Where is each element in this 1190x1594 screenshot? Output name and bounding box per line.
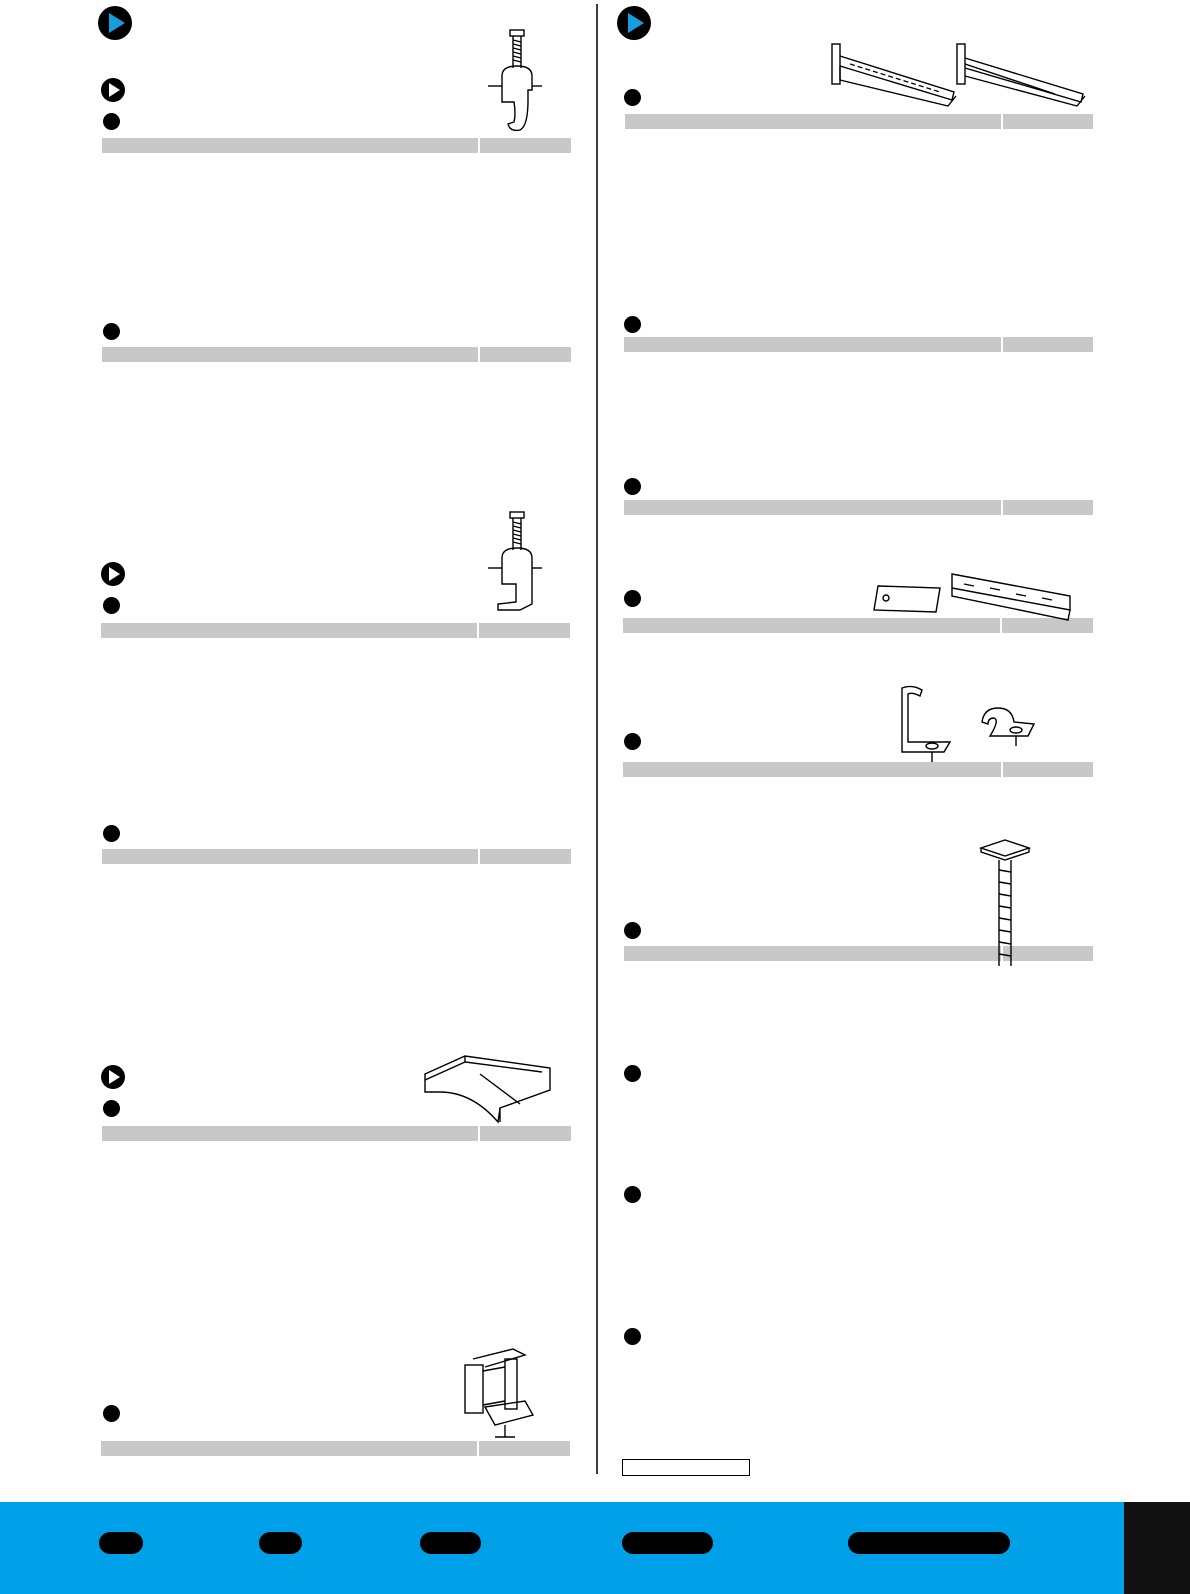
bullet-dot-icon (624, 1328, 641, 1345)
table-header-bar (101, 623, 570, 638)
bullet-dot-icon (624, 316, 641, 333)
section-header-icon (617, 6, 651, 40)
footer-tab[interactable] (99, 1532, 143, 1554)
table-header-bar (624, 500, 1093, 515)
cable-clip-drawing (898, 686, 958, 766)
footer-tab[interactable] (420, 1532, 481, 1554)
subsection-play-icon (101, 1065, 125, 1089)
table-header-bar (102, 347, 571, 362)
table-header-bar (102, 1126, 571, 1141)
table-header-bar (102, 138, 571, 153)
bullet-dot-icon (103, 1100, 120, 1117)
bullet-dot-icon (103, 113, 120, 130)
cable-clip-drawing (980, 706, 1050, 766)
bullet-dot-icon (103, 597, 120, 614)
page-number-tab (1124, 1502, 1190, 1594)
bracket-clamp-drawing (455, 1345, 555, 1445)
bullet-dot-icon (103, 323, 120, 340)
column-divider (596, 4, 598, 1474)
footer-tab[interactable] (622, 1532, 713, 1554)
beam-clamp-drawing (480, 508, 560, 618)
bullet-dot-icon (103, 1405, 120, 1422)
wall-bracket-drawing (830, 40, 960, 110)
bullet-dot-icon (103, 825, 120, 842)
footer-tab[interactable] (259, 1532, 302, 1554)
wall-bracket-drawing (955, 40, 1090, 110)
bullet-dot-icon (624, 733, 641, 750)
bullet-dot-icon (624, 1186, 641, 1203)
section-header-icon (98, 6, 132, 40)
note-box (622, 1459, 750, 1476)
threaded-hanger-drawing (975, 838, 1035, 968)
table-header-bar (624, 337, 1093, 352)
channel-rail-drawing (950, 570, 1075, 625)
subsection-play-icon (101, 78, 125, 102)
footer-band (0, 1502, 1190, 1594)
bullet-dot-icon (624, 478, 641, 495)
beam-clamp-drawing (480, 28, 560, 138)
bullet-dot-icon (624, 1065, 641, 1082)
tray-saddle-drawing (420, 1052, 560, 1127)
bullet-dot-icon (624, 922, 641, 939)
bullet-dot-icon (624, 590, 641, 607)
table-header-bar (102, 849, 571, 864)
plate-drawing (874, 584, 942, 614)
footer-tab[interactable] (848, 1532, 1010, 1554)
bullet-dot-icon (624, 89, 641, 106)
subsection-play-icon (101, 562, 125, 586)
table-header-bar (625, 114, 1093, 129)
